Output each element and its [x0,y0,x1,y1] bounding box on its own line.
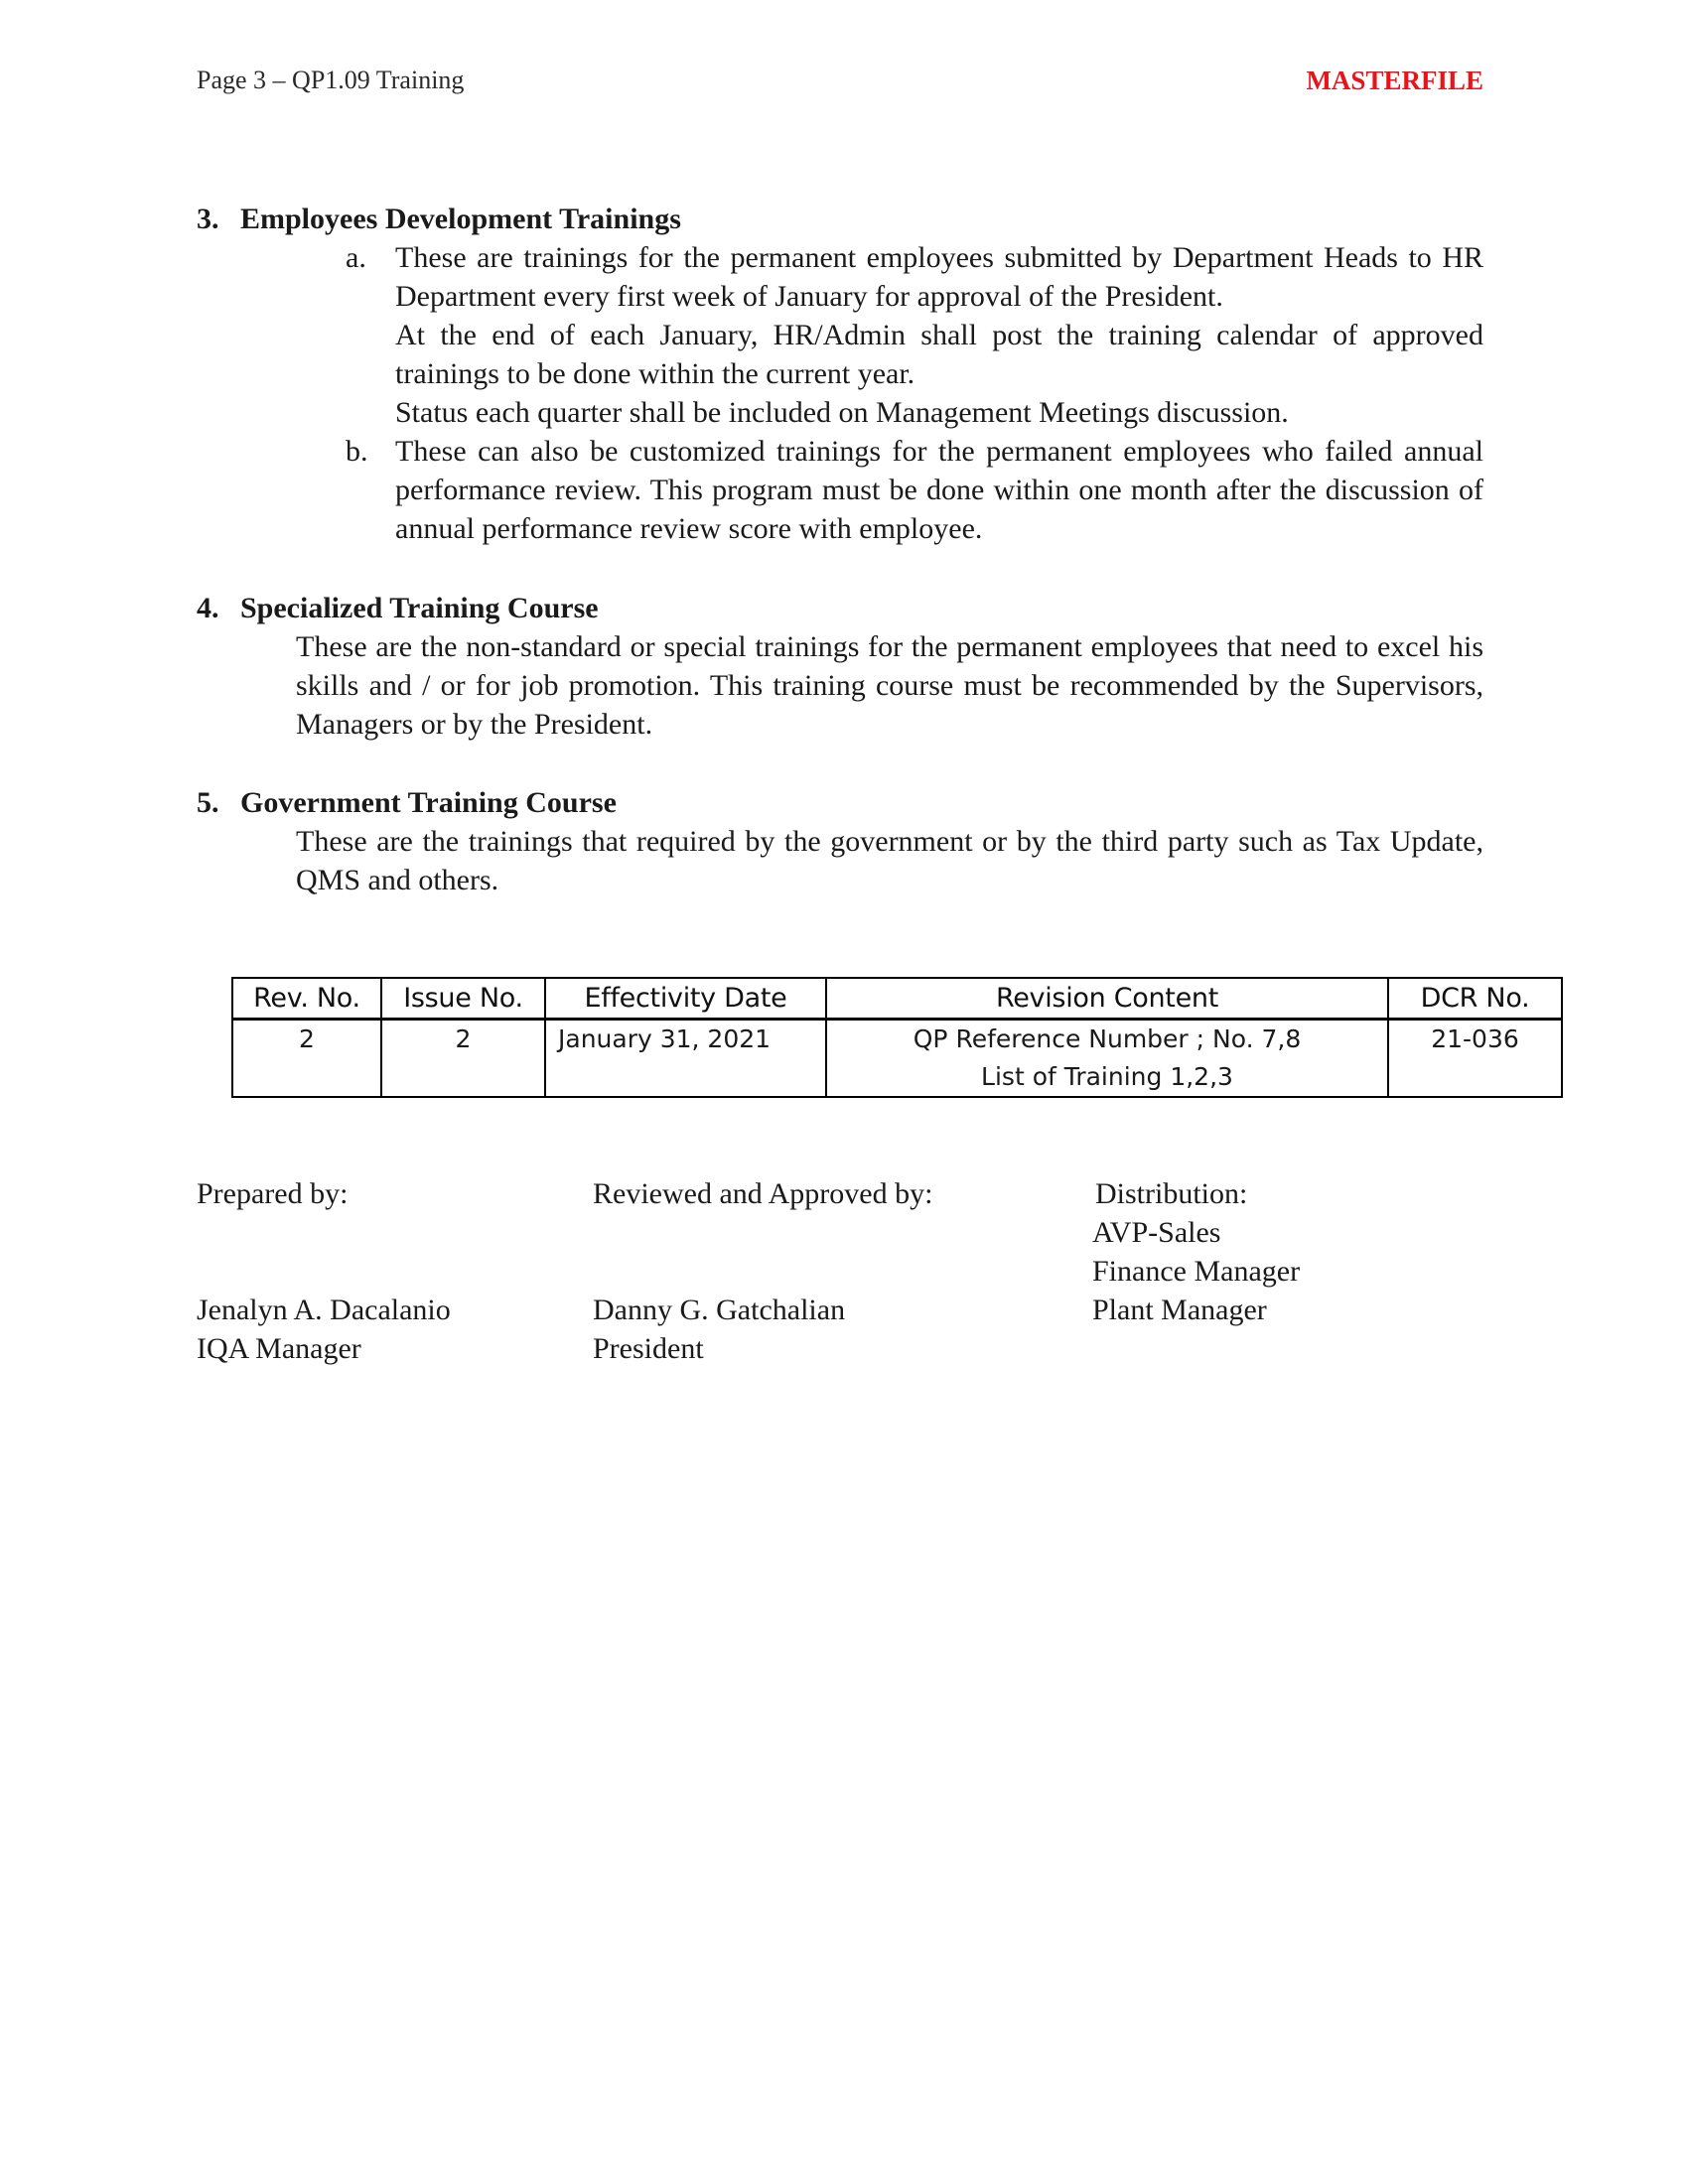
masterfile-stamp: MASTERFILE [1306,66,1483,95]
header-issue-no: Issue No. [381,978,545,1020]
section-number: 3. [197,203,219,235]
section-title [197,589,1483,627]
section-heading: Government Training Course [240,786,617,819]
paragraph: These are the trainings that required by the government or by the third party such as Tax Update, QMS and others. [296,825,1483,896]
page-header [197,66,1483,101]
prepared-by-label: Prepared by: [197,1177,349,1210]
header-dcr-no: DCR No. [1388,978,1562,1020]
distribution-item: AVP-Sales [1092,1216,1221,1249]
section-government-training [197,783,1483,899]
signature-space [593,1213,932,1291]
cell-rev-no: 2 [232,1020,381,1098]
reviewed-by-title: President [593,1332,704,1365]
cell-revision-content [826,1020,1388,1098]
distribution-label: Distribution: [1095,1177,1248,1210]
distribution-block [1092,1174,1300,1329]
revision-content-line: List of Training 1,2,3 [981,1062,1233,1091]
table-row [232,1020,1562,1098]
cell-effectivity-date: January 31, 2021 [545,1020,826,1098]
section-heading: Employees Development Trainings [240,203,681,235]
signature-space [197,1213,451,1291]
header-revision-content: Revision Content [826,978,1388,1020]
section-title [197,200,1483,238]
paragraph: These are trainings for the permanent employees submitted by Department Heads to HR Department every first week of January for approval of the President. [395,241,1483,313]
prepared-by-title: IQA Manager [197,1332,361,1365]
paragraph: These are the non-standard or special trainings for the permanent employees that need to excel his skills and / or for job promotion. This training course must be recommended by the Supervisors, Managers or by the President. [296,630,1483,741]
table-header-row [232,978,1562,1020]
page-label: Page 3 – QP1.09 Training [197,66,465,94]
section-title [197,783,1483,822]
sub-item-b [197,432,1483,548]
cell-dcr-no: 21-036 [1388,1020,1562,1098]
paragraph: These can also be customized trainings for the permanent employees who failed annual performance review. This program must be done within one month after the discussion of annual performance review score with employee. [395,435,1483,545]
revision-table [231,977,1563,1098]
reviewed-by-name: Danny G. Gatchalian [593,1294,846,1326]
distribution-item: Plant Manager [1092,1294,1267,1326]
prepared-by-name: Jenalyn A. Dacalanio [197,1294,451,1326]
reviewed-by-block [593,1174,932,1368]
section-number: 5. [197,786,219,819]
reviewed-by-label: Reviewed and Approved by: [593,1177,933,1210]
section-specialized-training [197,589,1483,744]
sub-item-letter: b. [346,435,368,468]
sub-item-a [197,238,1483,432]
distribution-item: Finance Manager [1092,1255,1301,1288]
section-number: 4. [197,592,219,624]
prepared-by-block [197,1174,451,1368]
revision-content-line: QP Reference Number ; No. 7,8 [913,1024,1302,1053]
section-employees-development [197,200,1483,548]
paragraph: At the end of each January, HR/Admin shall post the training calendar of approved trainings to be done within the current year. [395,319,1483,390]
header-rev-no: Rev. No. [232,978,381,1020]
sub-item-letter: a. [346,241,366,274]
cell-issue-no: 2 [381,1020,545,1098]
section-heading: Specialized Training Course [240,592,599,624]
header-effectivity-date: Effectivity Date [545,978,826,1020]
paragraph: Status each quarter shall be included on Management Meetings discussion. [395,396,1289,429]
